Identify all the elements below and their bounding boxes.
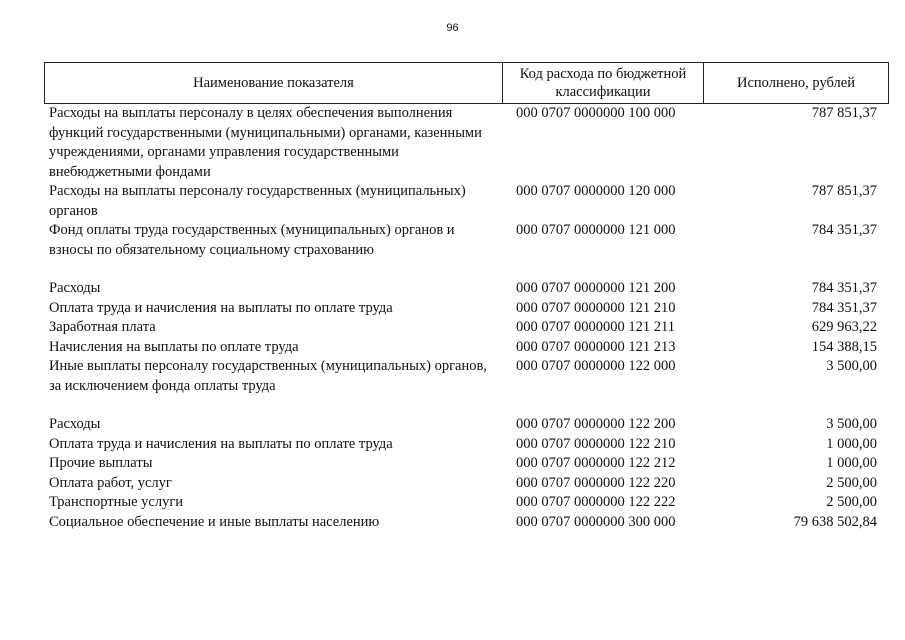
row-amount: 787 851,37 [811,105,877,121]
row-amount: 154 388,15 [811,339,877,355]
row-amount: 2 500,00 [826,475,877,491]
column-header-name: Наименование показателя [45,63,503,103]
row-amount: 784 351,37 [811,222,877,238]
page-number: 96 [446,22,459,34]
row-code: 000 0707 0000000 121 211 [516,319,675,335]
row-amount: 787 851,37 [811,183,877,199]
row-amount: 3 500,00 [826,358,877,374]
row-name: Оплата труда и начисления на выплаты по оплате труда [49,436,393,452]
row-code: 000 0707 0000000 122 210 [516,436,676,452]
row-code: 000 0707 0000000 122 200 [516,416,676,432]
row-code: 000 0707 0000000 121 213 [516,339,676,355]
column-header-code: Код расхода по бюджетной классификации [503,63,704,103]
row-name: Расходы [49,280,101,296]
row-name: Оплата труда и начисления на выплаты по оплате труда [49,300,393,316]
row-amount: 784 351,37 [811,300,877,316]
row-code: 000 0707 0000000 100 000 [516,105,676,121]
row-code: 000 0707 0000000 120 000 [516,183,676,199]
row-code: 000 0707 0000000 121 210 [516,300,676,316]
row-amount: 3 500,00 [826,416,877,432]
row-name: Расходы [49,416,101,432]
row-code: 000 0707 0000000 300 000 [516,514,676,530]
table-header [44,62,889,104]
row-code: 000 0707 0000000 122 220 [516,475,676,491]
row-amount: 2 500,00 [826,494,877,510]
row-name: Расходы на выплаты персоналу в целях обеспечения выполнения функций государственными (муниципальными) органами, казенными учреждениями, органами управления государственными внебюджетными фондами [49,105,482,180]
row-name: Заработная плата [49,319,156,335]
row-code: 000 0707 0000000 121 200 [516,280,676,296]
row-name: Расходы на выплаты персоналу государственных (муниципальных) органов [49,183,466,219]
row-code: 000 0707 0000000 122 222 [516,494,676,510]
row-amount: 79 638 502,84 [793,514,877,530]
row-name: Транспортные услуги [49,494,184,510]
row-name: Оплата работ, услуг [49,475,172,491]
row-name: Прочие выплаты [49,455,153,471]
row-amount: 629 963,22 [811,319,877,335]
row-name: Иные выплаты персоналу государственных (муниципальных) органов, за исключением фонда оплаты труда [49,358,487,394]
column-header-amount: Исполнено, рублей [737,75,855,91]
row-name: Начисления на выплаты по оплате труда [49,339,299,355]
row-code: 000 0707 0000000 121 000 [516,222,676,238]
row-code: 000 0707 0000000 122 212 [516,455,676,471]
row-amount: 1 000,00 [826,455,877,471]
row-code: 000 0707 0000000 122 000 [516,358,676,374]
row-name: Социальное обеспечение и иные выплаты населению [49,514,380,530]
row-amount: 784 351,37 [811,280,877,296]
row-amount: 1 000,00 [826,436,877,452]
row-name: Фонд оплаты труда государственных (муниципальных) органов и взносы по обязательному социальному страхованию [49,222,455,258]
